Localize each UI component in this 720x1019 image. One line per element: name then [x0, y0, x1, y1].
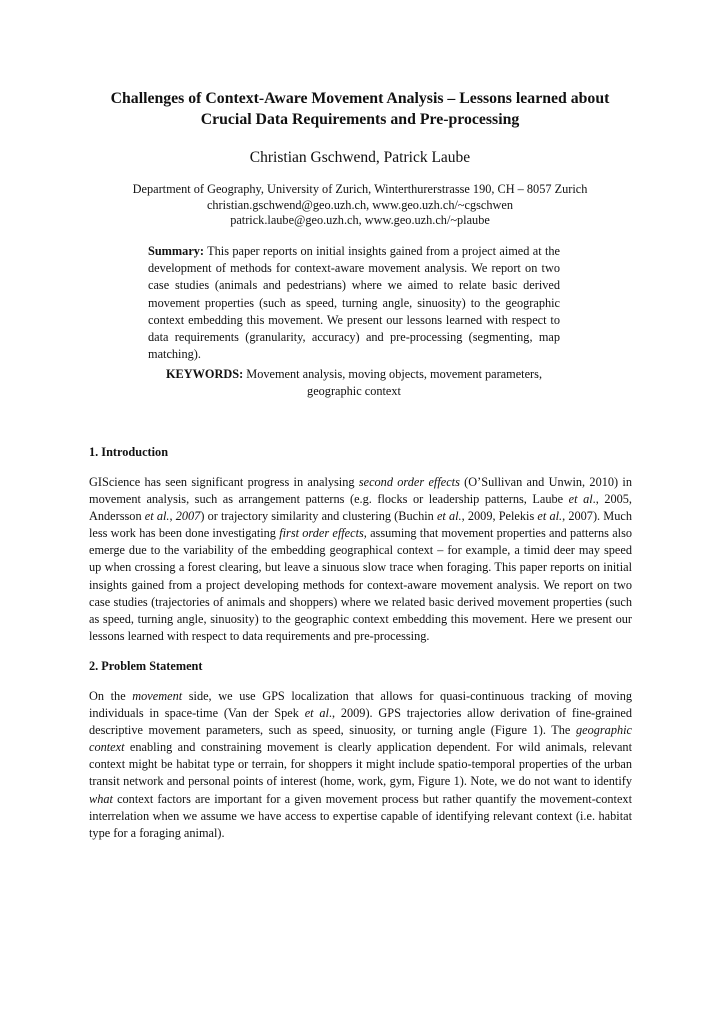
affiliation-contact-2: patrick.laube@geo.uzh.ch, www.geo.uzh.ch/~plaube	[230, 213, 490, 228]
italic-run: et al.	[537, 509, 563, 524]
affiliation-contact-1: christian.gschwend@geo.uzh.ch, www.geo.uzh.ch/~cgschwen	[206, 197, 514, 212]
summary	[148, 243, 560, 363]
italic-run: what	[89, 791, 113, 806]
keywords-label: KEYWORDS:	[165, 367, 244, 381]
text-run: ., 2009). GPS trajectories allow derivation of fine-grained descriptive movement parameters, such as speed, sinuosity, or turning angle (Figure 1). The	[89, 706, 632, 738]
text-run: On the	[89, 689, 133, 703]
text-run: ., 2005, Andersson	[89, 492, 632, 524]
text-run: context factors are important for a given movement process but rather quantify the movement-context interrelation when we assume we have access to expertise capable of identifying relevant context (i.e. habitat type for a foraging animal).	[89, 791, 632, 840]
italic-run: movement	[132, 689, 183, 703]
italic-run: geographic context	[89, 723, 632, 755]
text-run: ) or trajectory similarity and clustering (Buchin	[200, 509, 437, 524]
keywords	[148, 366, 560, 400]
text-run: , 2009, Pelekis	[461, 509, 538, 524]
paper-title	[60, 88, 660, 130]
summary-label: Summary:	[148, 244, 205, 258]
title-line-2: Crucial Data Requirements and Pre-processing	[200, 111, 520, 128]
text-run: GIScience has seen significant progress in analysing	[89, 475, 359, 489]
affiliation-department: Department of Geography, University of Zurich, Winterthurerstrasse 190, CH – 8057 Zurich	[132, 182, 588, 196]
authors: Christian Gschwend, Patrick Laube	[249, 149, 471, 166]
text-run: (O’Sullivan and Unwin, 2010) in movement analysis, such as arrangement patterns (e.g. flocks or leadership patterns, Laube	[89, 475, 632, 507]
section-heading-introduction: 1. Introduction	[89, 445, 169, 459]
italic-run: 2007	[175, 509, 201, 524]
text-run: , 2007). Much less work has been done investigating	[89, 509, 632, 541]
text-run: side, we use GPS localization that allows for quasi-continuous tracking of moving individuals in space-time (Van der Spek	[89, 689, 632, 721]
italic-run: first order effects,	[279, 526, 367, 541]
problem-statement-paragraph	[89, 688, 632, 842]
summary-text: This paper reports on initial insights gained from a project aimed at the development of methods for context-aware movement analysis. We report on two case studies (animals and pedestrians) where we aimed to relate basic derived movement properties (such as speed, turning angle, sinuosity) to the geographic context embedding this movement. We present our lessons learned with respect to data requirements (granularity, accuracy) and pre-processing (segmenting, map matching).	[148, 244, 560, 362]
affiliation	[60, 182, 660, 229]
italic-run: et al	[304, 706, 329, 721]
section-heading-problem-statement: 2. Problem Statement	[89, 659, 203, 673]
title-line-1: Challenges of Context-Aware Movement Analysis – Lessons learned about	[110, 90, 610, 107]
text-run: ,	[169, 509, 176, 524]
italic-run: et al.	[144, 509, 170, 524]
text-run: assuming that movement properties and patterns also emerge due to the variability of the embedding geographical context – for example, a timid deer may speed up when crossing a forest clearing, but leave a sinuous slow trace when foraging. This paper reports on initial insights gained from a project developing methods for context-aware movement analysis. We report on two case studies (trajectories of animals and shoppers) where we related basic derived movement properties (such as speed, turning angle, sinuosity) to the geographic context embedding this movement. Here we present our lessons learned with respect to data requirements and pre-processing.	[89, 526, 632, 643]
keywords-text: Movement analysis, moving objects, movement parameters, geographic context	[243, 367, 543, 399]
italic-run: et al	[568, 492, 593, 507]
text-run: enabling and constraining movement is clearly application dependent. For wild animals, relevant context might be habitat type or terrain, for shoppers it might include spatio-temporal properties of the urban transit network and personal points of interest (home, work, gym, Figure 1). Note, we do not want to identify	[89, 740, 632, 789]
introduction-paragraph	[89, 474, 632, 645]
italic-run: et al.	[436, 509, 462, 524]
italic-run: second order effects	[358, 475, 460, 489]
